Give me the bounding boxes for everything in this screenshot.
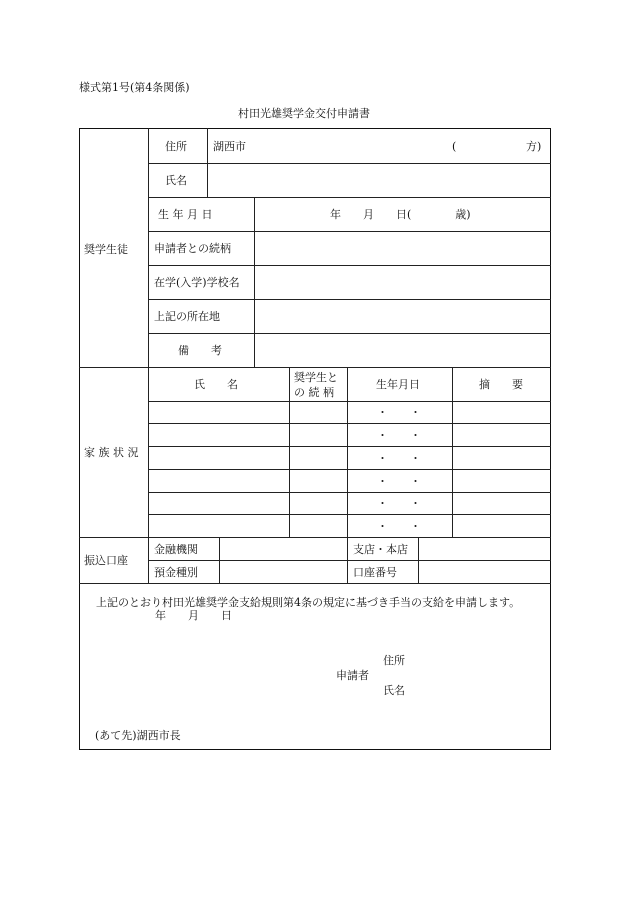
branch-label: 支店・本店 bbox=[353, 543, 408, 556]
family-row-date-dots: ・ ・ bbox=[377, 475, 421, 488]
family-col-relation-line1: 奨学生と bbox=[294, 371, 338, 384]
birthdate-label: 生 年 月 日 bbox=[158, 208, 213, 221]
address-paren-open: ( bbox=[452, 140, 457, 153]
deposit-type-label: 預金種別 bbox=[154, 566, 198, 579]
family-row-date-dots: ・ ・ bbox=[377, 429, 421, 442]
family-col-relation-line2: の 続 柄 bbox=[294, 386, 334, 399]
address-paren-close: 方) bbox=[526, 140, 542, 153]
applicant-label: 申請者 bbox=[336, 669, 369, 682]
bank-section-label: 振込口座 bbox=[84, 554, 128, 567]
family-row-date-dots: ・ ・ bbox=[377, 406, 421, 419]
institution-label: 金融機関 bbox=[154, 543, 198, 556]
name-label: 氏名 bbox=[165, 174, 187, 187]
application-form bbox=[79, 128, 551, 750]
family-col-name: 氏 名 bbox=[194, 378, 238, 391]
form-number: 様式第1号(第4条関係) bbox=[79, 81, 190, 94]
birthdate-value: 年 月 日( 歳) bbox=[330, 208, 471, 221]
family-col-summary: 摘 要 bbox=[479, 378, 523, 391]
family-row-date-dots: ・ ・ bbox=[377, 452, 421, 465]
page-title: 村田光雄奨学金交付申請書 bbox=[238, 107, 370, 120]
address-label: 住所 bbox=[165, 140, 187, 153]
applicant-address-label: 住所 bbox=[383, 654, 405, 667]
family-col-birthdate: 生年月日 bbox=[376, 378, 420, 391]
family-row-date-dots: ・ ・ bbox=[377, 520, 421, 533]
school-label: 在学(入学)学校名 bbox=[154, 276, 240, 289]
family-row-date-dots: ・ ・ bbox=[377, 497, 421, 510]
relation-label: 申請者との続柄 bbox=[154, 242, 231, 255]
address-prefix: 湖西市 bbox=[213, 140, 246, 153]
addressee: (あて先)湖西市長 bbox=[95, 729, 181, 742]
declaration-statement: 上記のとおり村田光雄奨学金支給規則第4条の規定に基づき手当の支給を申請します。 bbox=[96, 596, 521, 609]
applicant-name-label: 氏名 bbox=[383, 684, 405, 697]
account-number-label: 口座番号 bbox=[353, 566, 397, 579]
remarks-label: 備 考 bbox=[178, 344, 222, 357]
family-section-label: 家 族 状 況 bbox=[84, 446, 139, 459]
school-location-label: 上記の所在地 bbox=[154, 310, 220, 323]
student-section-label: 奨学生徒 bbox=[84, 243, 128, 256]
declaration-date: 年 月 日 bbox=[155, 609, 232, 622]
